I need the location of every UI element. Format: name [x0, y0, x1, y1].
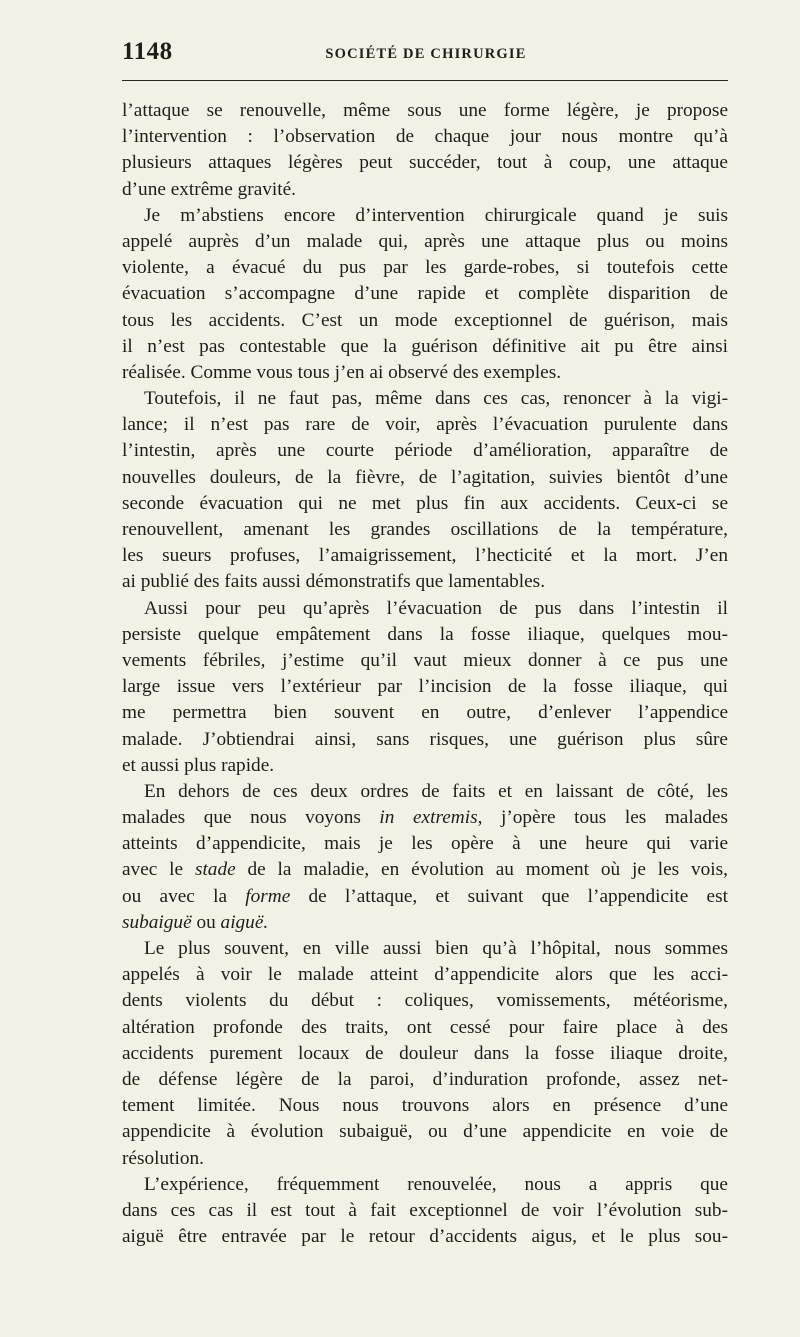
text-segment: large issue vers l’extérieur par l’incision de la fosse iliaque, qui	[122, 676, 728, 698]
text-line	[122, 1093, 728, 1119]
text-line	[122, 517, 728, 543]
text-line	[122, 203, 728, 229]
text-segment: ai publié des faits aussi démonstratifs que lamentables.	[122, 571, 546, 593]
text-segment: accidents purement locaux de douleur dans la fosse iliaque droite,	[122, 1042, 728, 1064]
text-segment: Le plus souvent, en ville aussi bien qu’à l’hôpital, nous sommes	[144, 938, 728, 959]
page-number: 1148	[122, 38, 173, 65]
text-line	[122, 884, 728, 910]
text-segment: nouvelles douleurs, de la fièvre, de l’agitation, suivies bientôt d’une	[122, 466, 728, 488]
italic-text: forme	[245, 885, 291, 907]
text-line	[122, 805, 728, 831]
text-line	[122, 1172, 728, 1198]
text-line	[122, 648, 728, 674]
text-line	[122, 255, 728, 281]
text-line	[122, 543, 728, 569]
text-segment: plusieurs attaques légères peut succéder, tout à coup, une attaque	[122, 152, 728, 174]
italic-text: in extremis	[379, 807, 478, 829]
text-segment: dents violents du début : coliques, vomissements, météorisme,	[122, 990, 728, 1012]
text-line	[122, 569, 728, 595]
text-segment: violente, a évacué du pus par les garde-robes, si toutefois cette	[122, 257, 728, 279]
text-line	[122, 281, 728, 307]
text-line	[122, 177, 728, 203]
text-line	[122, 596, 728, 622]
text-segment: les sueurs profuses, l’amaigrissement, l’hecticité et la mort. J’en	[122, 545, 728, 567]
text-segment: de la maladie, en évolution au moment où je les vois,	[235, 859, 728, 881]
page-header	[122, 38, 730, 68]
header-rule	[122, 80, 728, 81]
text-segment: malades que nous voyons	[122, 807, 380, 829]
text-segment: résolution.	[122, 1147, 204, 1169]
text-line	[122, 1067, 728, 1093]
text-line	[122, 465, 728, 491]
text-line	[122, 438, 728, 464]
running-title: SOCIÉTÉ DE CHIRURGIE	[325, 46, 527, 62]
text-segment: Aussi pour peu qu’après l’évacuation de pus dans l’intestin il	[144, 597, 728, 619]
text-line	[122, 727, 728, 753]
text-segment: de défense légère de la paroi, d’induration profonde, assez net-	[122, 1068, 728, 1090]
text-segment: L’expérience, fréquemment renouvelée, nous a appris que	[144, 1173, 728, 1195]
text-line	[122, 386, 728, 412]
text-segment: l’attaque se renouvelle, même sous une forme légère, je propose	[122, 100, 728, 121]
text-segment: l’intervention : l’observation de chaque jour nous montre qu’à	[122, 126, 728, 148]
text-segment: malade. J’obtiendrai ainsi, sans risques, une guérison plus sûre	[122, 728, 728, 750]
text-segment: appelé auprès d’un malade qui, après une attaque plus ou moins	[122, 230, 728, 252]
italic-text: subaiguë	[122, 911, 192, 933]
text-segment: vements fébriles, j’estime qu’il vaut mieux donner à ce pus une	[122, 649, 728, 671]
text-segment: lance; il n’est pas rare de voir, après l’évacuation purulente dans	[122, 414, 728, 436]
text-line	[122, 988, 728, 1014]
text-segment: renouvellent, amenant les grandes oscillations de la température,	[122, 519, 728, 540]
text-line	[122, 150, 728, 176]
text-segment: appendicite à évolution subaiguë, ou d’une appendicite en voie de	[122, 1121, 728, 1143]
italic-text: stade	[194, 859, 236, 881]
text-segment: Toutefois, il ne faut pas, même dans ces cas, renoncer à la vigi-	[144, 388, 728, 410]
text-segment: ou avec la	[122, 885, 246, 907]
text-line	[122, 674, 728, 700]
body-text	[122, 98, 728, 1250]
text-segment: ou	[191, 911, 221, 933]
text-line	[122, 1198, 728, 1224]
text-line	[122, 779, 728, 805]
text-line	[122, 1119, 728, 1145]
text-line	[122, 936, 728, 962]
text-line	[122, 1015, 728, 1041]
text-segment: , j’opère tous les malades	[477, 807, 728, 829]
text-segment: aiguë être entravée par le retour d’accidents aigus, et le plus sou-	[122, 1226, 728, 1248]
text-line	[122, 229, 728, 255]
text-line	[122, 622, 728, 648]
text-line	[122, 1224, 728, 1250]
text-segment: Je m’abstiens encore d’intervention chirurgicale quand je suis	[144, 204, 728, 226]
text-line	[122, 1146, 728, 1172]
text-segment: d’une extrême gravité.	[122, 178, 296, 200]
text-segment: seconde évacuation qui ne met plus fin aux accidents. Ceux-ci se	[122, 492, 728, 514]
text-line	[122, 124, 728, 150]
text-segment: et aussi plus rapide.	[122, 754, 275, 776]
text-segment: avec le	[122, 859, 195, 881]
italic-text: aiguë.	[220, 911, 269, 933]
text-line	[122, 1041, 728, 1067]
text-segment: tement limitée. Nous nous trouvons alors en présence d’une	[122, 1095, 728, 1117]
text-segment: altération profonde des traits, ont cessé pour faire place à des	[122, 1016, 728, 1038]
text-segment: En dehors de ces deux ordres de faits et en laissant de côté, les	[144, 780, 728, 802]
text-segment: appelés à voir le malade atteint d’appendicite alors que les acci-	[122, 964, 728, 986]
text-line	[122, 491, 728, 517]
text-line	[122, 360, 728, 386]
text-segment: il n’est pas contestable que la guérison définitive ait pu être ainsi	[122, 335, 728, 357]
text-segment: persiste quelque empâtement dans la fosse iliaque, quelques mou-	[122, 623, 728, 645]
text-segment: réalisée. Comme vous tous j’en ai observé des exemples.	[122, 361, 562, 383]
text-segment: évacuation s’accompagne d’une rapide et complète disparition de	[122, 283, 728, 305]
text-segment: tous les accidents. C’est un mode exceptionnel de guérison, mais	[122, 309, 728, 331]
text-line	[122, 700, 728, 726]
text-line	[122, 857, 728, 883]
text-line	[122, 334, 728, 360]
text-line	[122, 753, 728, 779]
text-line	[122, 308, 728, 334]
text-line	[122, 831, 728, 857]
text-segment: l’intestin, après une courte période d’amélioration, apparaître de	[122, 440, 728, 462]
text-segment: atteints d’appendicite, mais je les opère à une heure qui varie	[122, 833, 728, 855]
text-line	[122, 962, 728, 988]
text-segment: dans ces cas il est tout à fait exceptionnel de voir l’évolution sub-	[122, 1199, 728, 1221]
text-segment: de l’attaque, et suivant que l’appendicite est	[290, 885, 728, 907]
text-line	[122, 910, 728, 936]
text-line	[122, 412, 728, 438]
text-line	[122, 98, 728, 124]
text-segment: me permettra bien souvent en outre, d’enlever l’appendice	[122, 702, 728, 724]
